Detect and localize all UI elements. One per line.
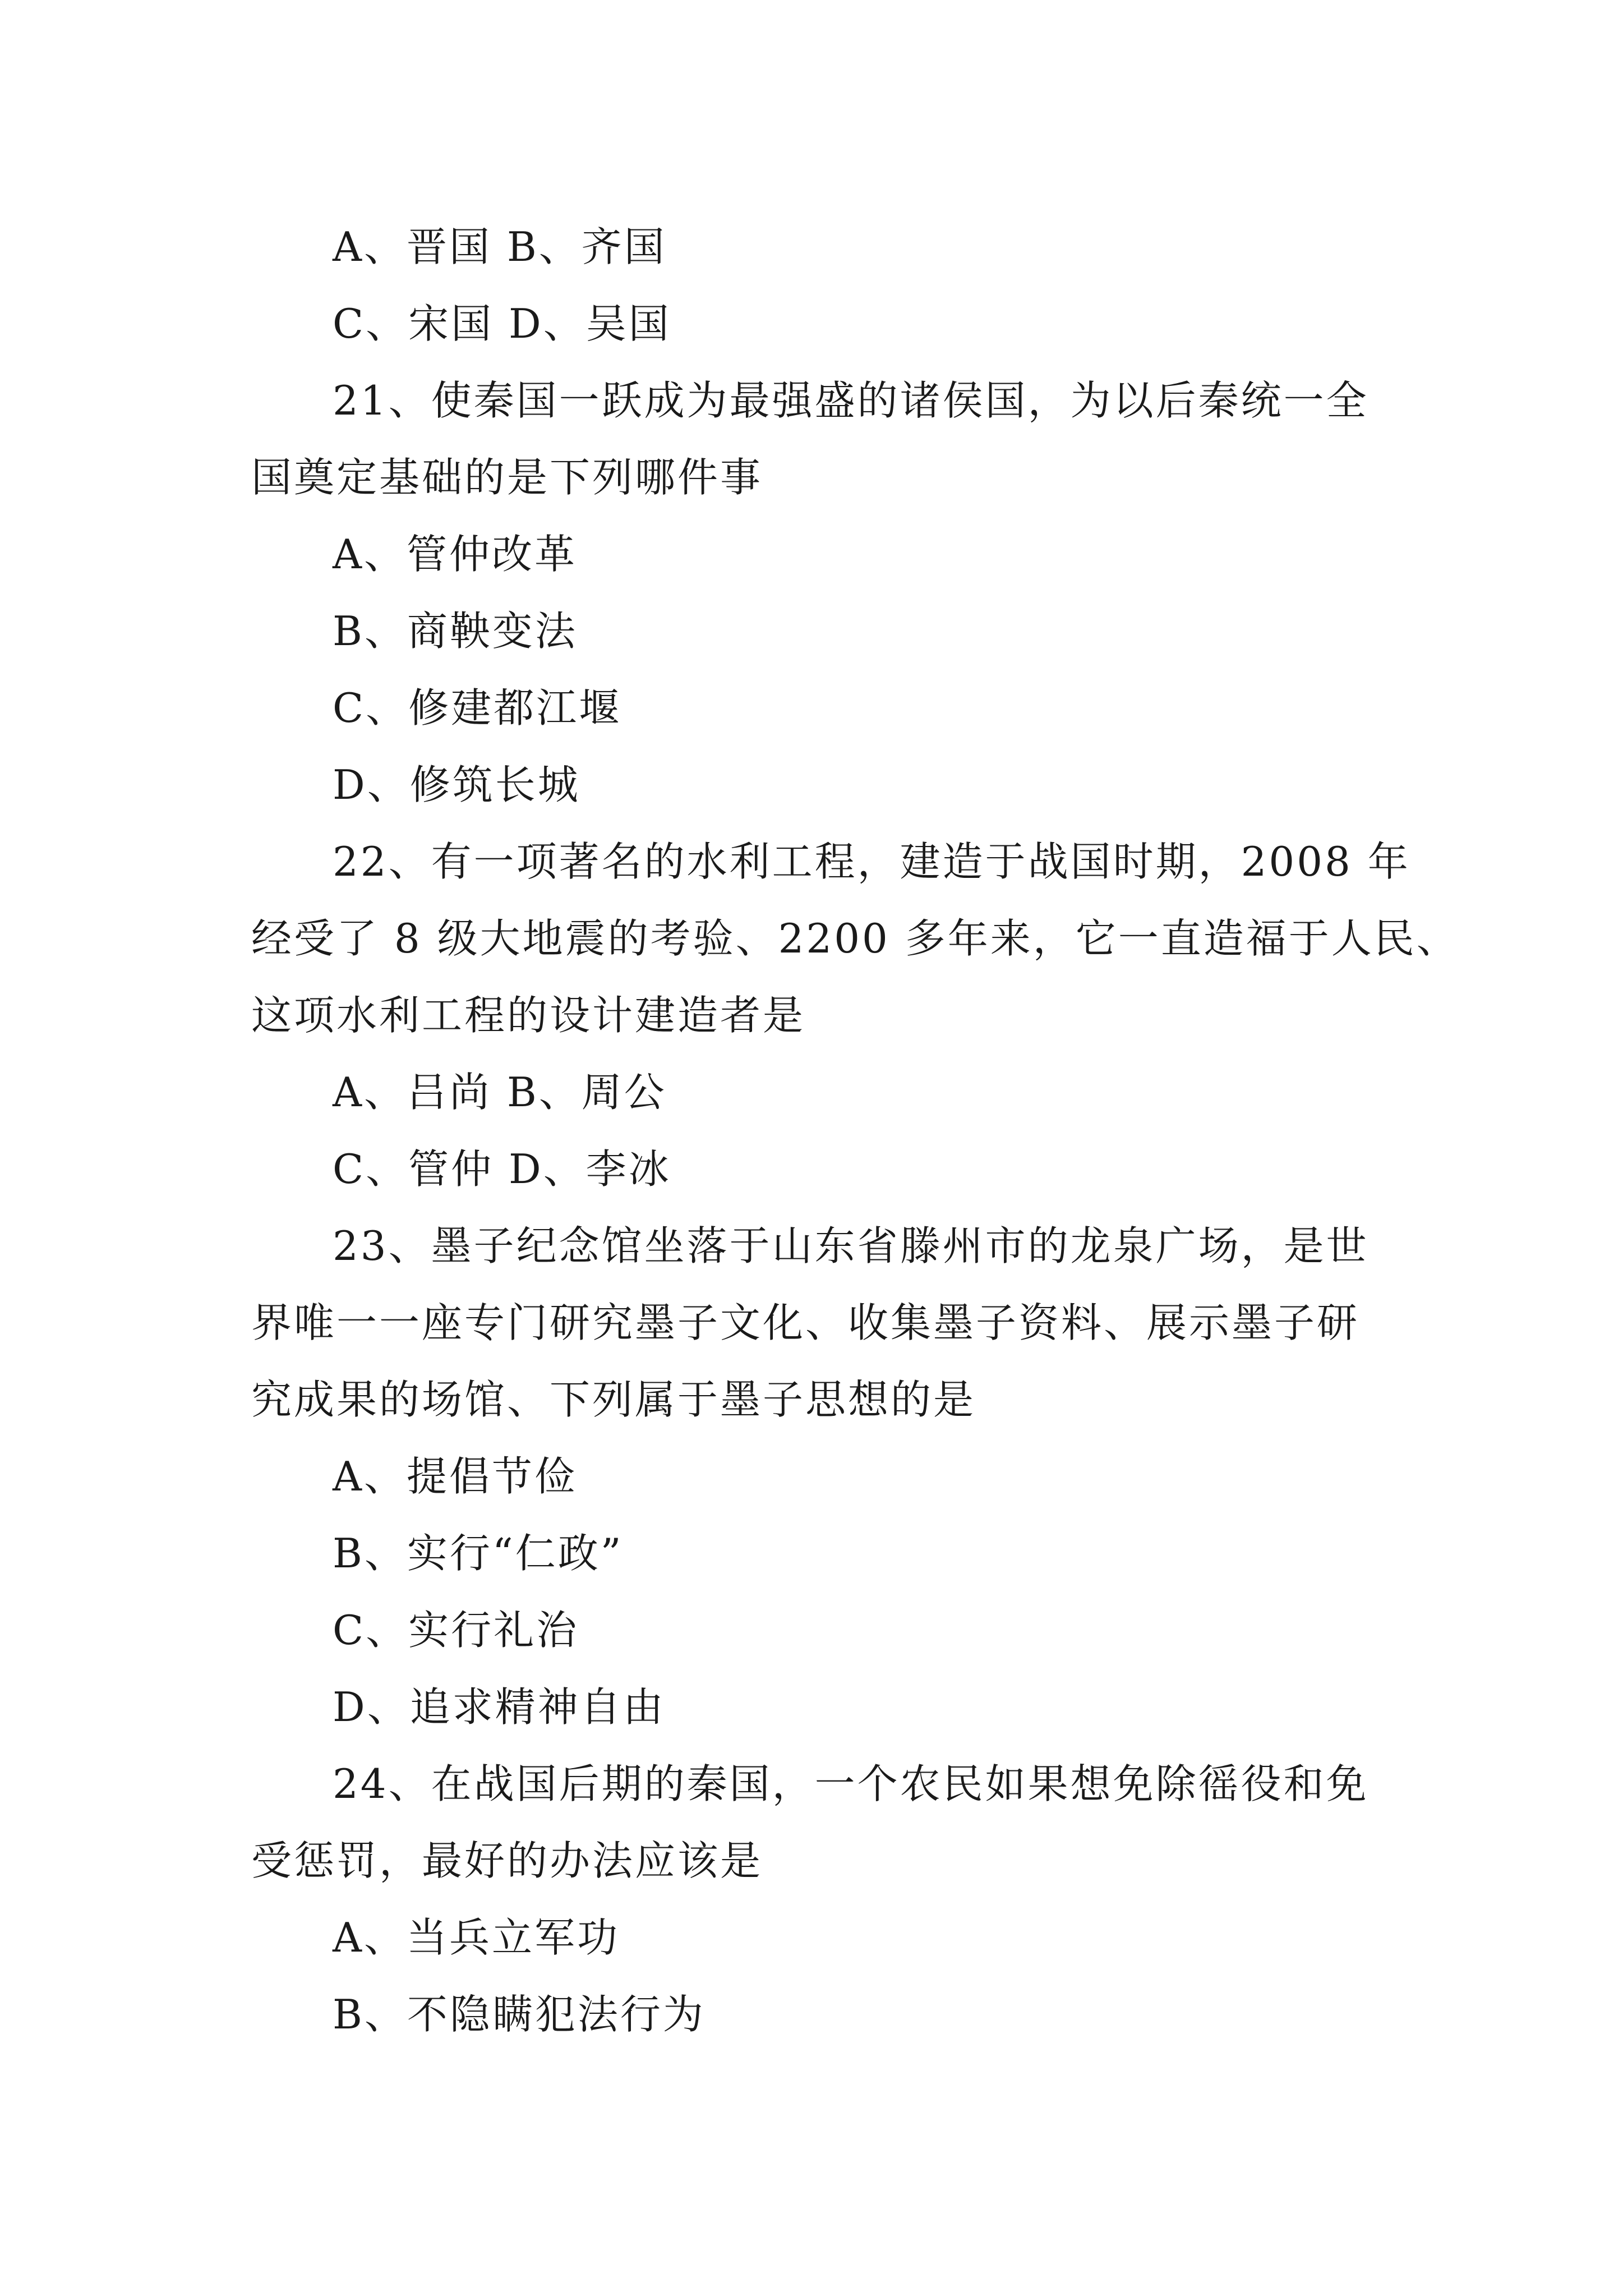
text-line: A、当兵立军功 <box>333 1914 620 1961</box>
text-line: 究成果的场馆、下列属于墨子思想的是 <box>251 1376 976 1423</box>
text-line: C、宋国 D、吴国 <box>333 300 671 347</box>
text-line: 受惩罚，最好的办法应该是 <box>251 1837 763 1884</box>
text-line: 国奠定基础的是下列哪件事 <box>251 454 763 501</box>
text-line: 24、在战国后期的秦国，一个农民如果想免除徭役和免 <box>333 1760 1369 1807</box>
text-line: C、实行礼治 <box>333 1607 579 1654</box>
document-body <box>251 209 1459 2053</box>
text-line: A、晋国 B、齐国 <box>333 223 667 270</box>
text-line: C、修建都江堰 <box>333 684 622 731</box>
text-line: 23、墨子纪念馆坐落于山东省滕州市的龙泉广场，是世 <box>333 1222 1369 1269</box>
text-line: D、修筑长城 <box>333 761 580 808</box>
text-line: A、吕尚 B、周公 <box>333 1069 667 1116</box>
text-line: 22、有一项著名的水利工程，建造于战国时期，2008 年 <box>333 838 1410 885</box>
text-line: B、不隐瞒犯法行为 <box>333 1991 706 2038</box>
text-line: B、商鞅变法 <box>333 608 578 655</box>
text-line: D、追求精神自由 <box>333 1683 666 1731</box>
text-line: C、管仲 D、李冰 <box>333 1145 671 1193</box>
text-line: 这项水利工程的设计建造者是 <box>251 992 806 1039</box>
text-line: 经受了 8 级大地震的考验、2200 多年来，它一直造福于人民、 <box>251 915 1459 962</box>
text-line: B、实行“仁政” <box>333 1530 624 1577</box>
text-line: A、管仲改革 <box>333 531 577 578</box>
text-line: 21、使秦国一跃成为最强盛的诸侯国，为以后秦统一全 <box>333 377 1369 424</box>
text-line: 界唯一一座专门研究墨子文化、收集墨子资料、展示墨子研 <box>251 1299 1360 1346</box>
text-line: A、提倡节俭 <box>333 1453 577 1500</box>
